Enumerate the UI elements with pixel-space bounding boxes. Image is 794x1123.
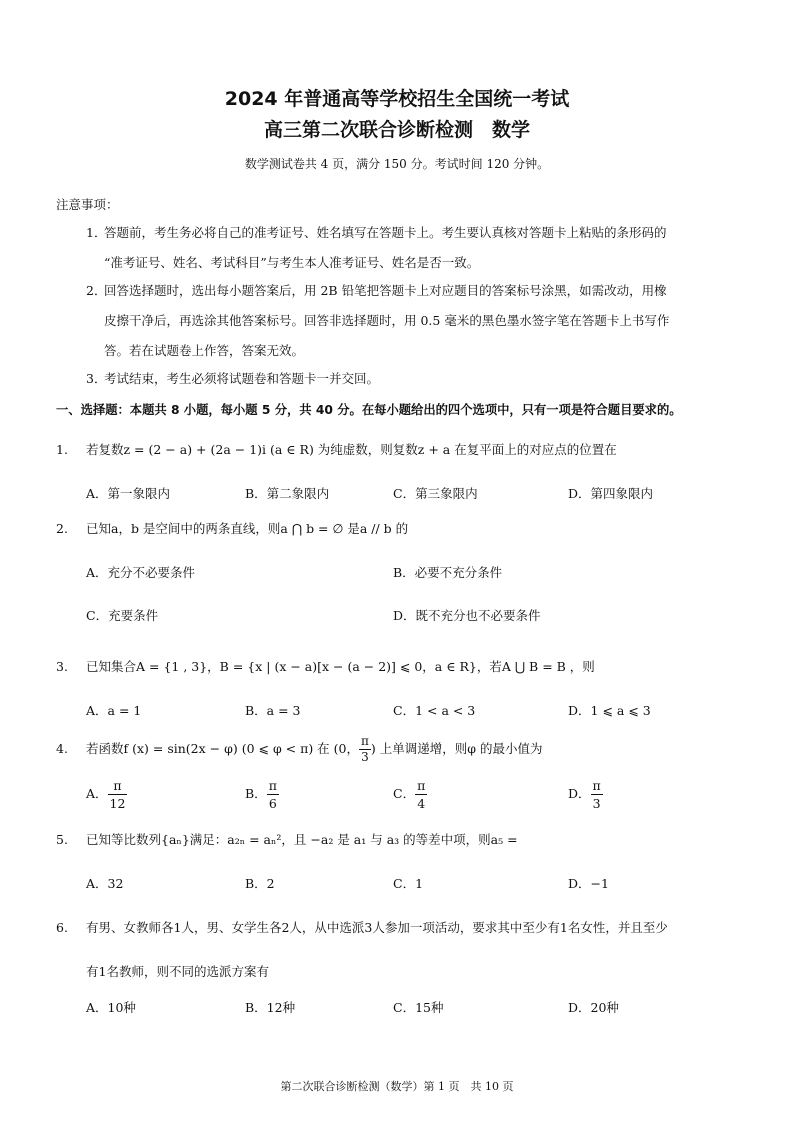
question-6 <box>56 918 746 936</box>
option-c: C．1 < a < 3 <box>393 703 476 718</box>
fraction-pi-over-3 <box>359 734 371 765</box>
notice-line: “准考证号、姓名、考试科目”与考生本人准考证号、姓名是否一致。 <box>104 255 480 270</box>
fraction-denominator: 3 <box>592 796 601 811</box>
question-stem: 已知a，b 是空间中的两条直线，则a ⋂ b = ∅ 是a // b 的 <box>86 521 409 536</box>
option-fraction <box>415 777 427 812</box>
option-c <box>393 776 427 812</box>
option-a: A．10种 <box>86 1000 136 1015</box>
option-d <box>568 776 603 812</box>
fraction-denominator: 3 <box>361 750 369 764</box>
fraction-numerator: π <box>592 778 601 793</box>
option-fraction <box>108 777 128 812</box>
question-number: 1. <box>56 442 68 457</box>
option-a: A．第一象限内 <box>86 486 171 501</box>
question-stem: 已知集合A = {1 , 3}，B = {x | (x − a)[x − (a − 2)] ⩽ 0，a ∈ R}，若A ⋃ B = B ，则 <box>86 659 595 674</box>
fraction-denominator: 6 <box>268 796 277 811</box>
notice-line: 答题前，考生务必将自己的准考证号、姓名填写在答题卡上。考生要认真核对答题卡上粘贴的条形码的 <box>104 225 667 240</box>
option-label: B． <box>245 786 267 801</box>
question-4 <box>56 732 746 766</box>
option-a: A．充分不必要条件 <box>86 565 196 580</box>
option-d: D．20种 <box>568 1000 619 1015</box>
notice-line: 回答选择题时，选出每小题答案后，用 2B 铅笔把答题卡上对应题目的答案标号涂黑，如需改动，用橡 <box>104 283 667 298</box>
option-fraction <box>267 777 279 812</box>
notice-line: 皮擦干净后，再选涂其他答案标号。回答非选择题时，用 0.5 毫米的黑色墨水签字笔在答题卡上书写作 <box>104 313 670 328</box>
option-d: D．−1 <box>568 876 609 891</box>
fraction-numerator: π <box>268 778 277 793</box>
notice-item-2 <box>86 276 746 366</box>
option-c: C．充要条件 <box>86 608 159 623</box>
question-stem: 已知等比数列{aₙ}满足：a₂ₙ = aₙ²，且 −a₂ 是 a₁ 与 a₃ 的等差中项，则a₅ = <box>86 832 518 847</box>
option-c: C．15种 <box>393 1000 444 1015</box>
option-b: B．2 <box>245 876 275 891</box>
question-number: 4. <box>56 741 68 756</box>
option-c: C．第三象限内 <box>393 486 478 501</box>
notice-heading: 注意事项： <box>56 197 119 212</box>
notice-line: 考试结束，考生必须将试题卷和答题卡一并交回。 <box>104 371 380 386</box>
notice-num: 3． <box>86 371 107 386</box>
option-fraction <box>591 777 603 812</box>
option-b: B．必要不充分条件 <box>393 565 503 580</box>
fraction-denominator: 12 <box>109 796 126 811</box>
question-number: 6. <box>56 920 68 935</box>
fraction-denominator: 4 <box>417 796 426 811</box>
option-a <box>86 776 127 812</box>
notice-line: 答。若在试题卷上作答，答案无效。 <box>104 343 305 358</box>
notice-num: 1． <box>86 225 107 240</box>
notice-item-3 <box>86 364 746 394</box>
option-label: D． <box>568 786 591 801</box>
option-a: A．a = 1 <box>86 703 142 718</box>
option-label: C． <box>393 786 416 801</box>
question-2 <box>56 519 746 537</box>
option-d: D．第四象限内 <box>568 486 654 501</box>
question-1 <box>56 440 746 458</box>
exam-subtitle: 高三第二次联合诊断检测 数学 <box>263 119 530 141</box>
section-heading: 一、选择题：本题共 8 小题，每小题 5 分，共 40 分。在每小题给出的四个选项中，只有一项是符合题目要求的。 <box>56 403 682 417</box>
fraction-numerator: π <box>417 778 426 793</box>
question-stem: 有男、女教师各1人，男、女学生各2人，从中选派3人参加一项活动，要求其中至少有1名女性，并且至少 <box>86 920 668 935</box>
option-b: B．a = 3 <box>245 703 301 718</box>
question-number: 3. <box>56 659 68 674</box>
option-d: D．1 ⩽ a ⩽ 3 <box>568 703 651 718</box>
question-6-continuation: 有1名教师，则不同的选派方案有 <box>86 964 269 979</box>
question-stem-end: ) 上单调递增，则φ 的最小值为 <box>370 741 543 756</box>
question-3 <box>56 657 746 675</box>
exam-info: 数学测试卷共 4 页，满分 150 分。考试时间 120 分钟。 <box>244 157 550 171</box>
option-a: A．32 <box>86 876 124 891</box>
question-5 <box>56 830 746 848</box>
fraction-numerator: π <box>108 777 128 795</box>
option-d: D．既不充分也不必要条件 <box>393 608 541 623</box>
option-label: A． <box>86 786 108 801</box>
notice-num: 2． <box>86 283 107 298</box>
option-b: B．12种 <box>245 1000 296 1015</box>
question-stem: 若复数z = (2 − a) + (2a − 1)i (a ∈ R) 为纯虚数，则复数z + a 在复平面上的对应点的位置在 <box>86 442 617 457</box>
notice-item-1 <box>86 218 746 278</box>
option-c: C．1 <box>393 876 424 891</box>
option-b: B．第二象限内 <box>245 486 330 501</box>
question-stem: 若函数f (x) = sin(2x − φ) (0 ⩽ φ < π) 在 (0， <box>86 741 359 756</box>
question-number: 5. <box>56 832 68 847</box>
option-b <box>245 776 279 812</box>
exam-title: 2024 年普通高等学校招生全国统一考试 <box>224 88 570 110</box>
question-number: 2. <box>56 521 68 536</box>
fraction-numerator: π <box>360 734 369 748</box>
page-footer: 第二次联合诊断检测（数学）第 1 页 共 10 页 <box>280 1080 514 1093</box>
